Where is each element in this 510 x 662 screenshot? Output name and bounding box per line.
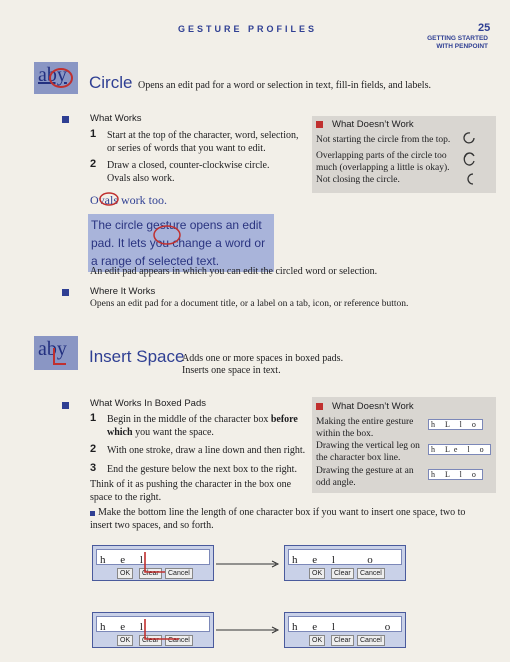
doesnt-work-item: Drawing the gesture at an odd angle. <box>316 466 414 488</box>
cancel-button[interactable]: Cancel <box>357 635 385 646</box>
red-bullet-square <box>316 403 323 410</box>
step-number: 2 <box>90 158 97 170</box>
pad-text: h e l o <box>292 621 397 633</box>
circle-doesnt-work-box <box>312 116 496 193</box>
step-1-before: Begin in the middle of the character box <box>107 414 271 425</box>
doesnt-work-item: Drawing the vertical leg on the character box line. <box>316 441 420 463</box>
circle-what-works-heading: What Works <box>90 113 142 124</box>
edit-pad-before-1 <box>92 545 214 581</box>
circle-step-2: Draw a closed, counter-clockwise circle. Ovals also work. <box>107 160 270 184</box>
doesnt-work-item: Not starting the circle from the top. <box>316 135 451 145</box>
insert-space-stroke-icon <box>139 617 183 647</box>
pad-text: h e l <box>100 621 149 633</box>
cancel-button[interactable]: Cancel <box>357 568 385 579</box>
oval-stroke-icon <box>98 191 120 207</box>
circle-where-text: Opens an edit pad for a document title, or a label on a tab, icon, or reference button. <box>90 299 409 309</box>
doesnt-work-item: Overlapping parts of the circle too much (overlapping a little is okay). <box>316 151 450 173</box>
circle-result-text: An edit pad appears in which you can edit the circled word or selection. <box>90 266 378 277</box>
section-label-line1: GETTING STARTED <box>427 35 488 42</box>
insert-space-step-1 <box>107 413 303 439</box>
ok-button[interactable]: OK <box>309 568 325 579</box>
circle-icon-sample-text: aby <box>38 64 67 86</box>
edit-pad-before-2 <box>92 612 214 648</box>
insert-space-summary-line2: Inserts one space in text. <box>182 365 281 376</box>
insert-space-doesnt-work-box <box>312 397 496 493</box>
bad-example-box-1: h L l o <box>428 419 483 430</box>
running-header-title: GESTURE PROFILES <box>178 24 318 34</box>
circle-stroke-icon <box>152 224 182 246</box>
insert-space-step-3: End the gesture below the next box to the right. <box>107 464 297 475</box>
arrow-right-icon <box>214 626 282 634</box>
clear-button[interactable]: Clear <box>139 635 162 646</box>
doesnt-work-item: Making the entire gesture within the box. <box>316 417 414 439</box>
insert-space-gesture-icon <box>34 336 78 370</box>
insert-space-tip: Make the bottom line the length of one character box if you want to insert one space, two to insert two spaces, and so forth. <box>90 507 466 531</box>
pad-text: h e l <box>100 554 149 566</box>
page-number: 25 <box>478 22 491 34</box>
bullet-square <box>62 289 69 296</box>
pad-char-boxes <box>288 616 402 632</box>
ok-button[interactable]: OK <box>117 568 133 579</box>
bad-example-box-2: h Le l o <box>428 444 491 455</box>
circle-doesnt-work-heading: What Doesn’t Work <box>332 119 414 130</box>
clear-button[interactable]: Clear <box>331 568 354 579</box>
circle-title: Circle <box>89 73 133 92</box>
section-label <box>427 35 488 51</box>
section-label-line2: WITH PENPOINT <box>436 43 488 50</box>
bad-circle-unclosed-icon <box>462 172 476 186</box>
step-number: 1 <box>90 128 97 140</box>
ovals-example: Ovals work too. <box>90 193 167 207</box>
bad-circle-open-icon <box>462 132 476 144</box>
insert-space-doesnt-work-heading: What Doesn’t Work <box>332 401 414 412</box>
arrow-right-icon <box>214 560 282 568</box>
circle-stroke-icon <box>34 62 78 94</box>
circle-where-heading: Where It Works <box>90 286 156 297</box>
red-bullet-square <box>316 121 323 128</box>
step-number: 3 <box>90 462 97 474</box>
insert-space-think-text: Think of it as pushing the character in the box one space to the right. <box>90 479 292 503</box>
bad-example-box-3: h L l o <box>428 469 483 480</box>
insert-space-summary-line1: Adds one or more spaces in boxed pads. <box>182 353 344 364</box>
doesnt-work-item: Not closing the circle. <box>316 175 400 185</box>
bullet-square <box>62 116 69 123</box>
highlight-sample-text: The circle gesture opens an edit pad. It lets you change a word or a range of selected text. <box>91 218 266 268</box>
clear-button[interactable]: Clear <box>331 635 354 646</box>
insert-space-stroke-icon <box>139 550 169 580</box>
insert-space-what-works-heading: What Works In Boxed Pads <box>90 398 206 409</box>
step-number: 2 <box>90 443 97 455</box>
insert-space-title: Insert Space <box>89 347 185 366</box>
circle-step-1: Start at the top of the character, word, selection, or series of words that you want to edit. <box>107 130 299 154</box>
edit-pad-after-1 <box>284 545 406 581</box>
bad-circle-overlap-icon <box>462 152 476 168</box>
cancel-button[interactable]: Cancel <box>165 568 193 579</box>
circle-gesture-icon <box>34 62 78 94</box>
step-1-bold: before which <box>107 414 298 438</box>
edit-pad-after-2 <box>284 612 406 648</box>
pad-text: h e l o <box>292 554 379 566</box>
insert-space-step-2: With one stroke, draw a line down and then right. <box>107 445 306 456</box>
bullet-square <box>62 402 69 409</box>
pad-char-boxes <box>288 549 402 565</box>
step-1-after: you want the space. <box>132 427 214 438</box>
circle-summary: Opens an edit pad for a word or selection in text, fill-in fields, and labels. <box>138 80 431 91</box>
ok-button[interactable]: OK <box>309 635 325 646</box>
cancel-button[interactable]: Cancel <box>165 635 193 646</box>
insert-space-icon-sample-text: aby <box>38 338 67 360</box>
ok-button[interactable]: OK <box>117 635 133 646</box>
step-number: 1 <box>90 412 97 424</box>
clear-button[interactable]: Clear <box>139 568 162 579</box>
insert-space-stroke-icon <box>34 336 78 370</box>
